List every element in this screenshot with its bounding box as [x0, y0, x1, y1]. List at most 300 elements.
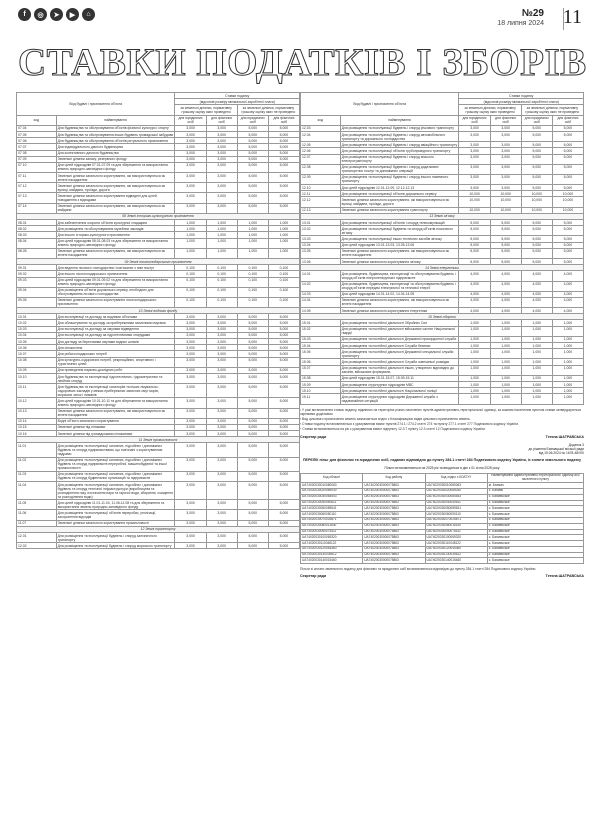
- rate-value: 3,000: [206, 339, 237, 345]
- row-code: 08.01: [17, 220, 57, 226]
- row-code: 12.09: [301, 174, 341, 184]
- rate-value: 3,000: [175, 384, 206, 398]
- rate-value: 10,000: [521, 191, 552, 197]
- rate-value: 10,000: [552, 197, 583, 207]
- row-name: Земельні ділянки загального користування лісогосподарського призначення: [56, 297, 175, 307]
- rate-value: 3,000: [206, 351, 237, 357]
- row-name: Для розміщення та постійної діяльності військових частин Національної гвардії: [340, 326, 459, 336]
- rate-value: 3,000: [175, 500, 206, 510]
- header-for-legal-2: для юридичних осіб: [521, 115, 552, 125]
- table-row: [17, 203, 300, 213]
- website-icon[interactable]: ⌂: [82, 8, 95, 21]
- rate-value: 10,000: [490, 197, 521, 207]
- benefits-cell: с. Бахмачське: [487, 546, 583, 552]
- rate-value: 5,000: [268, 357, 299, 367]
- benefits-footnote: Пільги зі сплати земельного податку для фізичних та юридичних осіб встановлюються відповідно до пункту 284.1 статті 284 Податкового кодексу України.: [300, 567, 537, 572]
- rate-value: 5,000: [237, 183, 268, 193]
- row-code: 11.02: [17, 457, 57, 471]
- header-building-type: Вид будівлі і призначення об’єкта: [17, 93, 175, 116]
- row-name: Для іншого лісогосподарського призначення: [56, 271, 175, 277]
- rate-value: 5,000: [237, 326, 268, 332]
- rate-value: 1,000: [521, 326, 552, 336]
- table-row: [301, 131, 584, 141]
- rate-value: 3,000: [206, 125, 237, 131]
- rate-value: 0,100: [237, 265, 268, 271]
- table-row: [301, 174, 584, 184]
- row-code: 08.05: [17, 248, 57, 258]
- row-code: 10.05: [17, 339, 57, 345]
- rate-value: 4,000: [552, 308, 583, 314]
- row-code: 09.01: [17, 265, 57, 271]
- rate-value: 3,000: [206, 332, 237, 338]
- rate-value: 5,000: [268, 150, 299, 156]
- rate-value: 10,000: [521, 197, 552, 207]
- rate-value: 5,000: [268, 125, 299, 131]
- benefits-cell: с. Бахмачське: [487, 506, 583, 512]
- rate-value: 5,000: [268, 373, 299, 383]
- rate-value: 3,000: [175, 125, 206, 131]
- rate-value: 4,000: [552, 291, 583, 297]
- row-name: Для розміщення та експлуатації будівель і споруд авіаційного транспорту: [341, 142, 458, 147]
- rate-value: 3,000: [459, 125, 490, 131]
- rate-value: 1,000: [521, 381, 552, 387]
- rate-value: 5,000: [268, 162, 299, 172]
- rate-value: 5,000: [268, 431, 299, 437]
- rate-value: 3,000: [206, 532, 237, 542]
- rate-value: 3,000: [206, 193, 237, 203]
- rate-value: 3,000: [459, 164, 490, 174]
- rate-value: 3,000: [206, 398, 237, 408]
- rate-value: 5,000: [268, 332, 299, 338]
- rate-value: 5,000: [237, 351, 268, 357]
- rate-value: 5,000: [490, 258, 521, 264]
- table-row: [17, 543, 300, 549]
- rate-value: 1,000: [490, 349, 521, 359]
- row-name: Для розміщення та експлуатації будівель і споруд автомобільного транспорту та дорожнього господарства: [340, 131, 459, 141]
- row-code: 10.09: [17, 367, 57, 373]
- row-name: Земельні ділянки загального користування, які використовуються як зелені насадження: [340, 297, 459, 307]
- right-column: [300, 92, 584, 581]
- signature-role: Секретар ради: [300, 434, 327, 439]
- rate-value: 3,000: [490, 142, 521, 148]
- rate-value: 5,000: [521, 185, 552, 191]
- left-column: [16, 92, 300, 549]
- appendix-line: від 19.06.2024 № 1678-48/VIII: [538, 450, 584, 455]
- header-name: найменування: [56, 115, 175, 125]
- rate-value: 1,000: [459, 336, 490, 342]
- rate-value: 5,000: [521, 154, 552, 164]
- instagram-icon[interactable]: ◎: [34, 8, 47, 21]
- row-code: 11.03: [17, 471, 57, 481]
- benefits-cell: с. Бахмачське: [487, 552, 583, 558]
- row-name: Для індивідуального дачного будівництва: [56, 144, 175, 150]
- rate-value: 3,000: [490, 174, 521, 184]
- row-name: Для експлуатації та догляду за гідротехнічними спорудами: [56, 332, 175, 338]
- rate-value: 5,000: [521, 236, 552, 242]
- row-code: 10.01: [17, 314, 57, 320]
- rate-value: 1,000: [175, 238, 206, 248]
- rate-value: 1,000: [237, 226, 268, 232]
- footnote: ² Вид цільового призначення земель зазначається згідно з Класифікацією видів цільового призначення земель.: [300, 416, 471, 421]
- row-name: Для розміщення та експлуатації будівель і споруд морського транспорту: [56, 543, 175, 549]
- row-code: 09.02: [17, 271, 57, 277]
- table-body-right: [301, 125, 584, 404]
- rate-value: 0,100: [268, 287, 299, 297]
- section-title: 08 Землі історико-культурного призначення: [17, 213, 300, 219]
- row-code: 07.08: [17, 150, 57, 156]
- row-code: 12.13: [301, 207, 341, 213]
- header-for-legal: для юридичних осіб: [175, 115, 206, 125]
- rate-value: 1,000: [521, 336, 552, 342]
- row-name: Земельні ділянки загального користування відведені для цілей поводження з відходами: [56, 193, 175, 203]
- rate-value: 5,000: [521, 125, 552, 131]
- rate-value: 3,000: [175, 345, 206, 351]
- rate-value: 1,000: [490, 375, 521, 381]
- row-code: 12.03: [301, 125, 341, 131]
- row-name: Для цілей підрозділів 14.01-14.02, 14.04-14.05: [340, 291, 459, 297]
- rate-value: 5,000: [552, 220, 583, 226]
- rate-value: 0,100: [268, 277, 299, 287]
- table-row: [17, 277, 300, 287]
- row-code: 12.11: [301, 191, 341, 197]
- rate-value: 1,000: [268, 226, 299, 232]
- appendix-label: [300, 443, 584, 456]
- rate-value: 3,000: [175, 418, 206, 424]
- rate-value: 1,000: [490, 343, 521, 349]
- rate-value: 3,000: [206, 131, 237, 137]
- row-name: Для розміщення структурних підрозділів МВС: [340, 381, 459, 387]
- row-name: Для цілей підрозділів 15.01-15.07, 15.09-15.11: [340, 375, 459, 381]
- rate-value: 3,000: [175, 326, 206, 332]
- header-for-legal: для юридичних осіб: [459, 115, 490, 125]
- rate-value: 5,000: [268, 510, 299, 520]
- benefits-cell: UA74020030020089030: [425, 488, 487, 494]
- rate-value: 3,000: [206, 408, 237, 418]
- issue-number: №29: [521, 8, 544, 19]
- row-name: Для розміщення та постійної діяльності Державної спеціальної служби транспорту: [340, 349, 459, 359]
- row-name: Земельні ділянки під пляжами: [56, 424, 175, 430]
- rate-value: 1,000: [459, 349, 490, 359]
- rate-value: 5,000: [552, 148, 583, 154]
- row-name: Для розміщення та експлуатації об’єктів переробки, утилізації, захоронення відходів: [56, 510, 175, 520]
- table-row: [17, 193, 300, 203]
- row-code: 07.07: [17, 144, 57, 150]
- benefits-cell: с. Бахмачське: [487, 523, 583, 529]
- rate-value: 1,000: [268, 248, 299, 258]
- rate-value: 0,100: [206, 287, 237, 297]
- row-name: Для сінокосіння: [56, 345, 175, 351]
- rate-value: 3,000: [206, 471, 237, 481]
- table-row: [301, 197, 584, 207]
- telegram-icon[interactable]: ➤: [50, 8, 63, 21]
- rate-value: 3,000: [206, 162, 237, 172]
- rate-value: 3,000: [175, 457, 206, 471]
- appendix-line: до рішення Бахмацької міської ради: [528, 446, 584, 451]
- rate-value: 1,000: [206, 220, 237, 226]
- rate-value: 3,000: [175, 431, 206, 437]
- rate-value: 3,000: [206, 357, 237, 367]
- rate-value: 1,000: [459, 359, 490, 365]
- rate-value: 1,000: [521, 343, 552, 349]
- table-row: [17, 398, 300, 408]
- rate-value: 1,000: [459, 365, 490, 375]
- row-name: Для цілей підрозділів 08.01-08.03 та для збереження та використання земель природно-заповідного фонду: [56, 238, 175, 248]
- rate-value: 4,000: [490, 281, 521, 291]
- row-name: Земельні ділянки загального користування, які використовуються як вулиці, майдани, проїзди, дороги: [340, 197, 459, 207]
- youtube-icon[interactable]: ▶: [66, 8, 79, 21]
- rate-value: 5,000: [268, 193, 299, 203]
- row-code: 07.12: [17, 183, 57, 193]
- header-physical: за земельні ділянки, нормативну грошову оцінку яких не проведено: [521, 105, 583, 115]
- rate-value: 3,000: [175, 193, 206, 203]
- rate-value: 1,000: [552, 388, 583, 394]
- rate-value: 0,100: [206, 271, 237, 277]
- rate-value: 5,000: [268, 156, 299, 162]
- rate-value: 5,000: [237, 418, 268, 424]
- table-row: [17, 357, 300, 367]
- rate-value: 3,000: [490, 131, 521, 141]
- rate-value: 5,000: [237, 131, 268, 137]
- rate-value: 4,000: [552, 297, 583, 307]
- row-name: Земельні ділянки загального користування транспорту: [340, 207, 459, 213]
- header-for-physical-2: для фізичних осіб: [552, 115, 583, 125]
- benefits-cell: с. Бахмачське: [487, 558, 583, 564]
- rate-value: 3,000: [206, 326, 237, 332]
- table-row: [301, 326, 584, 336]
- header-name: найменування: [340, 115, 459, 125]
- row-name: Для розміщення та експлуатації будівель і споруд міського електротранспорту: [340, 154, 459, 164]
- benefits-cell: UA74020030100069320: [301, 535, 363, 541]
- row-code: 10.06: [17, 345, 57, 351]
- row-name: Для розміщення та експлуатації основних, підсобних і допоміжних будівель та споруд підприємств переробної, машинобудівної та іншої промисловості: [56, 457, 175, 471]
- rate-value: 3,000: [206, 543, 237, 549]
- rate-value: 5,000: [552, 248, 583, 258]
- rate-value: 1,000: [459, 343, 490, 349]
- rate-value: 1,000: [237, 248, 268, 258]
- rate-value: 3,000: [175, 510, 206, 520]
- rate-value: 5,000: [237, 156, 268, 162]
- row-name: Водні об’єкти загального користування: [56, 418, 175, 424]
- rate-value: 4,000: [459, 271, 490, 281]
- row-code: 13.05: [301, 248, 341, 258]
- benefits-cell: UA74020030140015460: [301, 558, 363, 564]
- rate-value: 5,000: [490, 226, 521, 236]
- row-code: 15.11: [301, 394, 341, 404]
- rate-value: 5,000: [490, 220, 521, 226]
- facebook-icon[interactable]: f: [18, 8, 31, 21]
- table-row: [17, 238, 300, 248]
- rate-value: 5,000: [237, 408, 268, 418]
- row-code: 10.07: [17, 351, 57, 357]
- rate-value: 0,100: [206, 277, 237, 287]
- table-row: [17, 297, 300, 307]
- header-legal: за земельні ділянки, нормативну грошову оцінку яких проведено: [459, 105, 521, 115]
- rate-value: 5,000: [237, 314, 268, 320]
- rate-value: 5,000: [237, 532, 268, 542]
- benefits-cell: UA74020030090075411: [425, 529, 487, 535]
- rate-value: 3,000: [206, 482, 237, 500]
- table-row: [17, 384, 300, 398]
- table-row: [301, 394, 584, 404]
- row-name: Для будівництва та експлуатації санаторіїв та інших лікувально-оздоровчих закладів у межах прибережних захисних смуг морів, морських заток і лиманів: [56, 384, 175, 398]
- rate-value: 1,000: [206, 226, 237, 232]
- row-name: Для будівництва та обслуговування об’єктів ритуального призначення: [56, 138, 175, 144]
- rate-value: 5,000: [268, 345, 299, 351]
- rate-value: 1,000: [268, 220, 299, 226]
- benefits-cell: UA74020030090075411: [301, 529, 363, 535]
- row-code: 10.10: [17, 373, 57, 383]
- row-name: Для іншого історико-культурного призначення: [56, 232, 175, 238]
- rate-value: 5,000: [490, 248, 521, 258]
- row-name: Для розміщення та постійної діяльності інших, утворених відповідно до законів, військових формувань: [340, 365, 459, 375]
- rate-value: 10,000: [459, 197, 490, 207]
- benefits-cell: с. Бахмачське: [487, 529, 583, 535]
- benefits-cell: UA74020030100069320: [425, 535, 487, 541]
- row-code: 07.10: [17, 162, 57, 172]
- benefits-cell: с. Бахмачське: [487, 494, 583, 500]
- benefits-cell: UA74020030000075863: [363, 483, 425, 489]
- rate-value: 3,000: [206, 314, 237, 320]
- row-code: 13.06: [301, 258, 341, 264]
- rate-value: 1,000: [552, 349, 583, 359]
- header-legal: за земельні ділянки, нормативну грошову оцінку яких проведено: [175, 105, 237, 115]
- rate-value: 0,100: [206, 297, 237, 307]
- benefits-row: [301, 558, 584, 564]
- rate-value: 1,000: [175, 232, 206, 238]
- row-name: Земельні ділянки загального користування, які використовуються як зелені насадження: [56, 408, 175, 418]
- social-icons: [18, 8, 95, 21]
- rate-value: 4,000: [490, 271, 521, 281]
- rate-value: 3,000: [206, 418, 237, 424]
- rate-value: 3,000: [206, 367, 237, 373]
- rate-value: 4,000: [552, 281, 583, 291]
- benefits-header: Найменування адміністративно-територіальної одиниці або населеного пункту: [487, 473, 583, 483]
- rate-value: 4,000: [459, 308, 490, 314]
- footnote: ⁴ Ставки встановлюються на рік з урахуванням вимог підпункту 12.3.7 пункту 12.3 статті 12 Податкового кодексу України.: [300, 427, 486, 432]
- row-code: 14.01: [301, 271, 341, 281]
- rate-value: 4,000: [521, 271, 552, 281]
- rate-value: 0,100: [268, 271, 299, 277]
- rate-value: 3,000: [175, 424, 206, 430]
- row-code: 10.16: [17, 431, 57, 437]
- signature-role: Секретар ради: [300, 574, 327, 579]
- rate-value: 1,000: [206, 248, 237, 258]
- rate-value: 0,100: [237, 297, 268, 307]
- rate-value: 5,000: [521, 226, 552, 236]
- row-code: 07.06: [17, 138, 57, 144]
- row-name: Для розміщення та експлуатації інших технічних засобів зв’язку: [340, 236, 459, 242]
- rate-value: 3,000: [175, 367, 206, 373]
- section-title: 15 Землі оборони: [301, 314, 584, 320]
- rate-value: 3,000: [206, 203, 237, 213]
- rate-value: 1,000: [459, 388, 490, 394]
- rate-value: 5,000: [268, 326, 299, 332]
- row-code: 15.03: [301, 336, 341, 342]
- rate-value: 5,000: [237, 471, 268, 481]
- rate-value: 3,000: [206, 457, 237, 471]
- row-name: Для розміщення та експлуатації будівель і споруд додаткових транспортних послуг та допоміжних операцій: [340, 164, 459, 174]
- rate-value: 5,000: [552, 185, 583, 191]
- row-code: 12.08: [301, 164, 341, 174]
- signature-name: Тетяна ШАТРАВСЬКА: [545, 574, 584, 579]
- row-name: Земельні ділянки загального користування, які використовуються як вулиці, майдани, проїзди, дороги: [56, 183, 175, 193]
- row-code: 15.05: [301, 349, 341, 359]
- row-code: 15.07: [301, 365, 341, 375]
- rate-value: 5,000: [237, 173, 268, 183]
- rate-value: 3,000: [175, 320, 206, 326]
- rate-value: 4,000: [521, 281, 552, 291]
- rate-value: 0,100: [175, 271, 206, 277]
- rate-value: 1,000: [206, 238, 237, 248]
- header-tax-rate: Ставки податку: [175, 93, 300, 99]
- rate-value: 0,100: [175, 287, 206, 297]
- rate-value: 5,000: [237, 457, 268, 471]
- row-name: Для будівництва та обслуговування об’єктів фізичної культури і спорту: [56, 125, 175, 131]
- rate-value: 5,000: [237, 500, 268, 510]
- rate-value: 1,000: [490, 359, 521, 365]
- rate-value: 5,000: [552, 125, 583, 131]
- row-name: Для цілей підрозділів 13.01-13.03, 13.05-13.06: [340, 242, 459, 248]
- row-code: 07.05: [17, 131, 57, 137]
- row-code: 12.02: [17, 543, 57, 549]
- row-code: 10.14: [17, 418, 57, 424]
- table-row: [17, 248, 300, 258]
- rate-value: 3,000: [175, 520, 206, 526]
- rate-value: 3,000: [175, 482, 206, 500]
- row-code: 07.09: [17, 156, 57, 162]
- rate-value: 1,000: [490, 336, 521, 342]
- section-title: 11 Землі промисловості: [17, 437, 300, 443]
- rate-value: 4,000: [459, 291, 490, 297]
- benefits-cell: UA74020030080011630: [301, 523, 363, 529]
- rate-value: 5,000: [521, 174, 552, 184]
- rate-value: 1,000: [552, 320, 583, 326]
- row-name: Для розміщення та постійної діяльності Національної поліції: [340, 388, 459, 394]
- rate-value: 5,000: [237, 424, 268, 430]
- rate-value: 5,000: [521, 131, 552, 141]
- row-code: 13.03: [301, 236, 341, 242]
- row-name: Для експлуатації та догляду за водними об’єктами: [56, 314, 175, 320]
- rate-value: 10,000: [490, 191, 521, 197]
- benefits-cell: UA74020030080011630: [425, 523, 487, 529]
- rate-value: 3,000: [175, 532, 206, 542]
- rate-value: 5,000: [459, 258, 490, 264]
- row-code: 07.04: [17, 125, 57, 131]
- table-row: [17, 183, 300, 193]
- table-row: [17, 471, 300, 481]
- rate-value: 5,000: [268, 398, 299, 408]
- table-row: [301, 154, 584, 164]
- rate-value: 5,000: [268, 457, 299, 471]
- rate-value: 5,000: [268, 500, 299, 510]
- rate-value: 1,000: [490, 388, 521, 394]
- benefits-cell: UA74020030000075863: [363, 517, 425, 523]
- benefits-cell: UA74020030070025871: [425, 517, 487, 523]
- rate-value: 3,000: [206, 520, 237, 526]
- rate-value: 5,000: [268, 367, 299, 373]
- rate-value: 1,000: [521, 388, 552, 394]
- benefits-body: [301, 483, 584, 564]
- rate-value: 5,000: [268, 183, 299, 193]
- row-name: Для розміщення та постійної діяльності Служби безпеки: [340, 343, 459, 349]
- rate-value: 1,000: [552, 394, 583, 404]
- section-title: 14 Землі енергетики: [301, 265, 584, 271]
- rate-value: 3,000: [175, 543, 206, 549]
- rate-value: 5,000: [552, 164, 583, 174]
- table-row: [17, 408, 300, 418]
- row-name: Земельні ділянки загального користування енергетики: [340, 308, 459, 314]
- rate-value: 5,000: [459, 248, 490, 258]
